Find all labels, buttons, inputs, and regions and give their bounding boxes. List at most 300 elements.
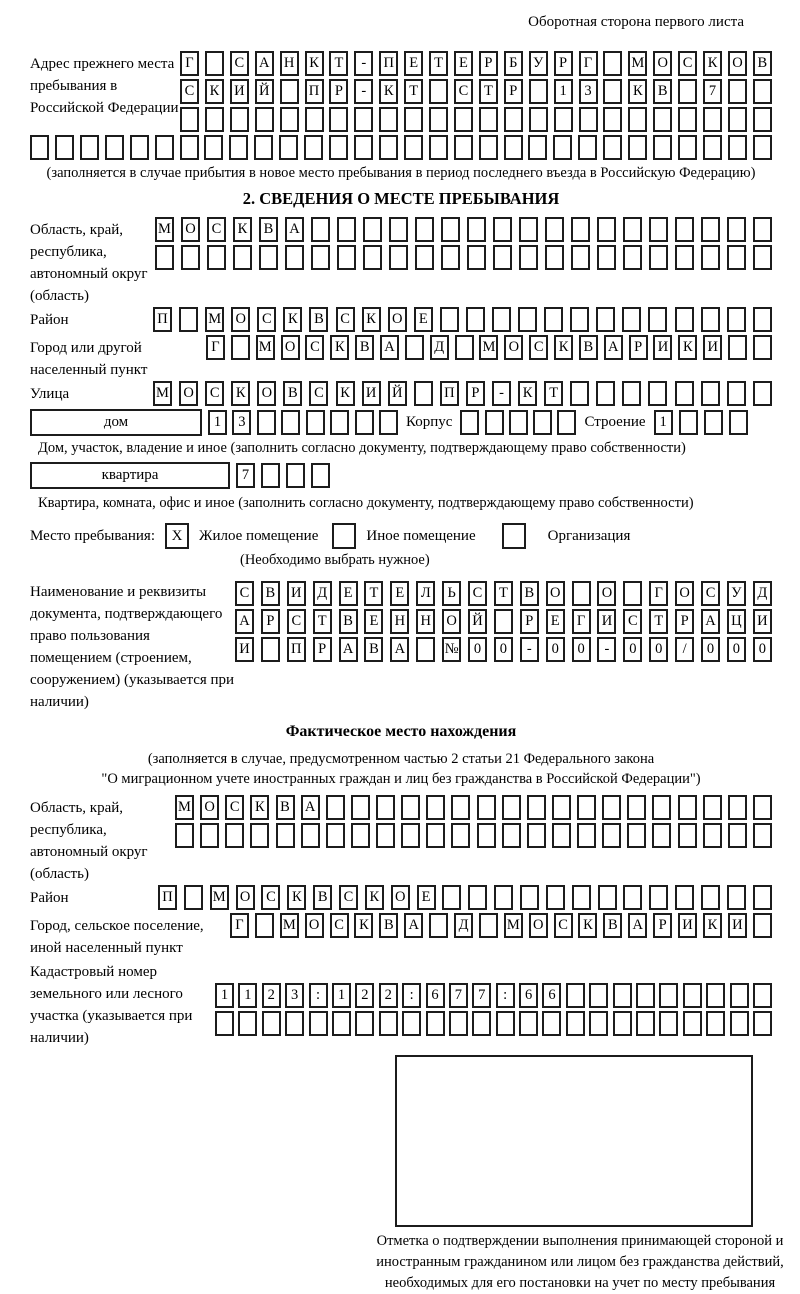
char-cell [429,79,448,104]
char-cell [402,1011,421,1036]
char-cell [727,885,746,910]
dwelling-label: Жилое помещение [199,527,319,544]
stamp-box [395,1055,753,1227]
char-cell [426,823,445,848]
char-cell [602,795,621,820]
char-cell: 6 [519,983,538,1008]
char-cell [363,245,382,270]
char-cell: Т [404,79,423,104]
char-cell: И [653,335,672,360]
char-cell [544,307,563,332]
prev-address-caption: (заполняется в случае прибытия в новое место пребывания в период последнего въезда в Российскую Федерацию) [46,165,756,181]
cell-row [180,51,772,76]
apartment-cells [236,463,330,488]
char-cell [578,135,597,160]
char-cell: Г [572,609,591,634]
char-cell [479,135,498,160]
char-cell: К [205,79,224,104]
char-cell: 7 [703,79,722,104]
char-cell [636,983,655,1008]
char-cell [261,637,280,662]
char-cell [354,135,373,160]
char-cell: Р [313,637,332,662]
char-cell: К [518,381,537,406]
char-cell: - [597,637,616,662]
char-cell [479,913,498,938]
char-cell: 0 [494,637,513,662]
char-cell [623,885,642,910]
char-cell [205,107,224,132]
char-cell [566,983,585,1008]
char-cell: В [259,217,278,242]
char-cell: В [313,885,332,910]
header-note: Оборотная сторона первого листа [528,14,744,30]
char-cell: Н [416,609,435,634]
char-cell: М [504,913,523,938]
char-cell: С [454,79,473,104]
actual-location-caption-2: "О миграционном учете иностранных граждан и лиц без гражданства в Российской Федерации") [101,771,701,787]
actual-region-field [30,795,772,885]
char-cell [570,381,589,406]
char-cell [545,217,564,242]
char-cell [603,51,622,76]
char-cell: : [309,983,328,1008]
char-cell: П [287,637,306,662]
street-label: Улица [30,386,70,402]
actual-district-label: Район [30,890,69,906]
cell-row [180,79,772,104]
char-cell [225,823,244,848]
char-cell: И [230,79,249,104]
other-premises-checkbox [332,523,356,549]
char-cell: А [339,637,358,662]
char-cell [727,307,746,332]
organization-label: Организация [547,527,631,544]
cell-row [235,637,772,662]
char-cell [330,410,349,435]
char-cell [180,135,199,160]
char-cell: И [753,609,772,634]
char-cell [472,1011,491,1036]
apartment-caption: Квартира, комната, офис и иное (заполнить согласно документу, подтверждающему право собственности) [38,495,694,511]
char-cell [460,410,479,435]
char-cell: П [305,79,324,104]
char-cell [678,79,697,104]
char-cell [181,245,200,270]
char-cell: И [703,335,722,360]
char-cell [675,245,694,270]
korpus-cells [460,410,576,435]
char-cell: К [354,913,373,938]
char-cell [753,983,772,1008]
char-cell: 0 [701,637,720,662]
char-cell [379,410,398,435]
char-cell [493,245,512,270]
cell-row [235,581,772,606]
char-cell [572,581,591,606]
char-cell: В [579,335,598,360]
char-cell: П [153,307,172,332]
char-cell [577,795,596,820]
char-cell: 0 [623,637,642,662]
char-cell [286,463,305,488]
char-cell [389,245,408,270]
char-cell [279,135,298,160]
char-cell: С [468,581,487,606]
char-cell [529,107,548,132]
char-cell: - [354,79,373,104]
char-cell [596,381,615,406]
char-cell [613,983,632,1008]
char-cell: Т [544,381,563,406]
char-cell [454,135,473,160]
char-cell [329,135,348,160]
char-cell: Р [479,51,498,76]
stay-type-row [30,523,772,549]
char-cell: М [479,335,498,360]
char-cell: С [678,51,697,76]
char-cell: О [529,913,548,938]
char-cell [426,1011,445,1036]
char-cell: А [235,609,254,634]
char-cell: В [355,335,374,360]
char-cell [728,823,747,848]
char-cell: Г [230,913,249,938]
char-cell [175,823,194,848]
char-cell: А [404,913,423,938]
char-cell: Й [255,79,274,104]
actual-location-title: Фактическое место нахождения [285,723,517,740]
char-cell [527,823,546,848]
char-cell: И [235,637,254,662]
char-cell: И [287,581,306,606]
house-caption: Дом, участок, владение и иное (заполнить согласно документу, подтверждающему право собственности) [38,440,686,456]
char-cell [440,307,459,332]
char-cell: Т [479,79,498,104]
char-cell [566,1011,585,1036]
char-cell: К [305,51,324,76]
char-cell [332,1011,351,1036]
region-label: Область, край, республика, автономный округ (область) [30,222,148,304]
char-cell [648,381,667,406]
char-cell [259,245,278,270]
char-cell: С [529,335,548,360]
char-cell: : [402,983,421,1008]
char-cell: Р [675,609,694,634]
char-cell: О [442,609,461,634]
char-cell: Д [753,581,772,606]
char-cell: А [380,335,399,360]
char-cell [309,1011,328,1036]
char-cell [728,107,747,132]
char-cell [30,135,49,160]
char-cell [652,795,671,820]
actual-city-field [30,913,772,959]
stroenie-cells [654,410,748,435]
char-cell [703,823,722,848]
char-cell [504,107,523,132]
actual-district-field [30,885,772,913]
char-cell: 7 [472,983,491,1008]
prev-address-label: Адрес прежнего места пребывания в Российской Федерации [30,56,179,116]
char-cell: К [287,885,306,910]
char-cell: Н [280,51,299,76]
char-cell: С [261,885,280,910]
char-cell [441,217,460,242]
char-cell [429,107,448,132]
char-cell [753,245,772,270]
char-cell [598,885,617,910]
char-cell [504,135,523,160]
char-cell: - [520,637,539,662]
char-cell [622,307,641,332]
char-cell [337,217,356,242]
char-cell: Е [404,51,423,76]
apartment-box: квартира [30,462,230,489]
char-cell: В [520,581,539,606]
char-cell: 1 [208,410,227,435]
char-cell: И [678,913,697,938]
char-cell: О [653,51,672,76]
char-cell [311,217,330,242]
char-cell [204,135,223,160]
char-cell: Р [653,913,672,938]
char-cell: М [628,51,647,76]
char-cell [519,1011,538,1036]
char-cell [404,135,423,160]
char-cell [628,135,647,160]
char-cell [728,79,747,104]
char-cell [230,107,249,132]
char-cell: Д [454,913,473,938]
char-cell: С [336,307,355,332]
korpus-label: Корпус [406,414,453,430]
char-cell: 0 [753,637,772,662]
stay-type-label: Место пребывания: [30,527,155,544]
char-cell [701,245,720,270]
char-cell [528,135,547,160]
char-cell [753,217,772,242]
char-cell [727,245,746,270]
char-cell [675,381,694,406]
char-cell [415,245,434,270]
char-cell: У [727,581,746,606]
char-cell: Е [364,609,383,634]
char-cell [703,107,722,132]
char-cell [401,795,420,820]
char-cell: Р [329,79,348,104]
char-cell [355,410,374,435]
char-cell: 2 [355,983,374,1008]
char-cell [329,107,348,132]
char-cell [571,217,590,242]
char-cell [627,823,646,848]
char-cell: М [155,217,174,242]
char-cell [233,245,252,270]
char-cell: - [354,51,373,76]
char-cell [701,885,720,910]
city-field [30,335,772,381]
cell-row [158,885,772,910]
char-cell [589,983,608,1008]
char-cell [703,135,722,160]
char-cell [753,885,772,910]
char-cell: Т [364,581,383,606]
char-cell: К [336,381,355,406]
char-cell: О [675,581,694,606]
char-cell: С [207,217,226,242]
char-cell [493,217,512,242]
char-cell [675,307,694,332]
char-cell: М [205,307,224,332]
char-cell [678,795,697,820]
char-cell [527,795,546,820]
char-cell [542,1011,561,1036]
char-cell: К [678,335,697,360]
char-cell [180,107,199,132]
char-cell: 6 [426,983,445,1008]
char-cell: А [301,795,320,820]
char-cell: К [231,381,250,406]
cell-row [235,609,772,634]
char-cell: 1 [238,983,257,1008]
char-cell [518,307,537,332]
char-cell: К [703,51,722,76]
document-field [30,579,772,713]
char-cell [376,795,395,820]
char-cell: Й [388,381,407,406]
char-cell: К [250,795,269,820]
char-cell [728,135,747,160]
char-cell [675,885,694,910]
char-cell [261,463,280,488]
char-cell [415,217,434,242]
char-cell: № [442,637,461,662]
char-cell: О [179,381,198,406]
char-cell [701,217,720,242]
char-cell: Г [579,51,598,76]
char-cell [494,609,513,634]
region-field [30,217,772,307]
char-cell: Е [414,307,433,332]
cell-row [153,307,772,332]
cell-row [230,913,772,938]
char-cell: Т [429,51,448,76]
char-cell [477,823,496,848]
char-cell [442,885,461,910]
char-cell: А [285,217,304,242]
char-cell [326,823,345,848]
char-cell [379,107,398,132]
char-cell: 1 [554,79,573,104]
char-cell: Б [504,51,523,76]
char-cell: Е [417,885,436,910]
char-cell [659,983,678,1008]
char-cell [729,410,748,435]
char-cell [753,135,772,160]
char-cell: С [235,581,254,606]
char-cell [683,983,702,1008]
char-cell [496,1011,515,1036]
char-cell: А [255,51,274,76]
house-box: дом [30,409,202,436]
char-cell [753,335,772,360]
char-cell: Е [546,609,565,634]
char-cell: К [362,307,381,332]
char-cell [441,245,460,270]
char-cell [337,245,356,270]
char-cell [753,381,772,406]
char-cell [628,107,647,132]
char-cell: Е [390,581,409,606]
char-cell [305,107,324,132]
char-cell: К [554,335,573,360]
char-cell [546,885,565,910]
section2-title: 2. СВЕДЕНИЯ О МЕСТЕ ПРЕБЫВАНИЯ [242,189,560,208]
char-cell: 7 [236,463,255,488]
prev-address-field [30,51,772,135]
char-cell [311,245,330,270]
char-cell: В [283,381,302,406]
char-cell [477,795,496,820]
char-cell [429,135,448,160]
cell-row [180,107,772,132]
char-cell [753,823,772,848]
char-cell: Р [520,609,539,634]
char-cell: Р [261,609,280,634]
char-cell: Т [313,609,332,634]
char-cell [579,107,598,132]
char-cell [105,135,124,160]
char-cell: Г [206,335,225,360]
char-cell [678,107,697,132]
char-cell [363,217,382,242]
char-cell [571,245,590,270]
char-cell [200,823,219,848]
char-cell [533,410,552,435]
char-cell [130,135,149,160]
char-cell [379,135,398,160]
stamp-caption: Отметка о подтверждении выполнения принимающей стороной и иностранным гражданином или лицом без гражданства действий, необходимых для его постановки на учет по месту пребывания [376,1233,784,1291]
char-cell: В [753,51,772,76]
char-cell [255,913,274,938]
char-cell [623,245,642,270]
organization-checkbox [502,523,526,549]
char-cell: П [440,381,459,406]
district-field [30,307,772,335]
char-cell [678,135,697,160]
char-cell [405,335,424,360]
char-cell [679,410,698,435]
char-cell [649,885,668,910]
char-cell [529,79,548,104]
char-cell [703,795,722,820]
char-cell: Т [329,51,348,76]
char-cell: Е [339,581,358,606]
char-cell [262,1011,281,1036]
char-cell: А [604,335,623,360]
char-cell: А [390,637,409,662]
char-cell: О [391,885,410,910]
char-cell: 0 [546,637,565,662]
char-cell [301,823,320,848]
char-cell: С [305,335,324,360]
char-cell [659,1011,678,1036]
char-cell [404,107,423,132]
char-cell: К [703,913,722,938]
char-cell: К [628,79,647,104]
char-cell [509,410,528,435]
